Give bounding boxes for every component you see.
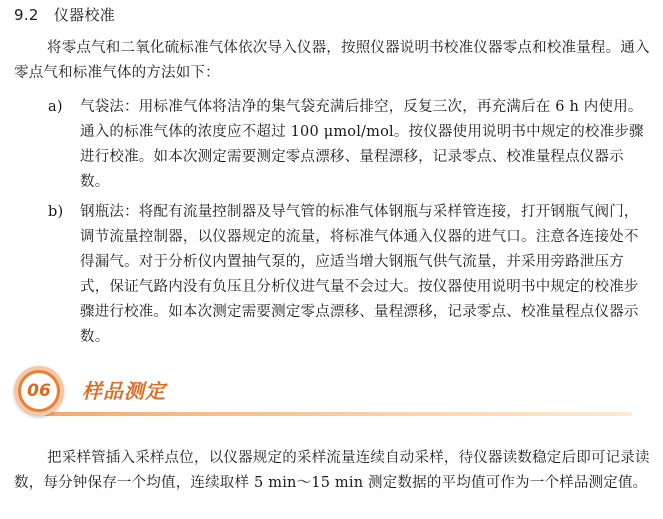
banner-title: 样品测定 <box>82 379 166 403</box>
sample-paragraph: 把采样管插入采样点位，以仪器规定的采样流量连续自动采样，待仪器读数稳定后即可记录读数，每分钟保存一个均值，连续取样 5 min～15 min 测定数据的平均值可作为一个样品测定值。 <box>14 450 650 491</box>
list-item-gas-bag <box>14 95 650 195</box>
list-item-cylinder <box>14 200 650 350</box>
banner-divider <box>44 412 632 416</box>
list-item-text: 气袋法：用标准气体将洁净的集气袋充满后排空，反复三次，再充满后在 6 h 内使用。通入的标准气体的浓度应不超过 100 μmol/mol。按仪器使用说明书中规定的校准步骤进行校准。如本次测定需要测定零点漂移、量程漂移，记录零点、校准量程点仪器示数。 <box>80 99 644 190</box>
intro-paragraph: 将零点气和二氧化硫标准气体依次导入仪器，按照仪器说明书校准仪器零点和校准量程。通入零点气和标准气体的方法如下： <box>14 40 650 81</box>
section-heading <box>14 4 115 25</box>
list-marker: b) <box>48 204 64 220</box>
list-marker: a) <box>48 99 63 115</box>
section-title: 仪器校准 <box>53 6 116 24</box>
section-badge <box>14 366 64 416</box>
section-number: 9.2 <box>14 6 39 24</box>
section-banner <box>14 366 632 420</box>
section-badge-number: 06 <box>18 370 60 412</box>
list-item-text: 钢瓶法：将配有流量控制器及导气管的标准气体钢瓶与采样管连接，打开钢瓶气阀门，调节流量控制器，以仪器规定的流量，将标准气体通入仪器的进气口。注意各连接处不得漏气。对于分析仪内置抽气泵的，应适当增大钢瓶气供气流量，并采用旁路泄压方式，保证气路内没有负压且分析仪进气量不会过大。按仪器使用说明书中规定的校准步骤进行校准。如本次测定需要测定零点漂移、量程漂移，记录零点、校准量程点仪器示数。 <box>80 204 639 345</box>
